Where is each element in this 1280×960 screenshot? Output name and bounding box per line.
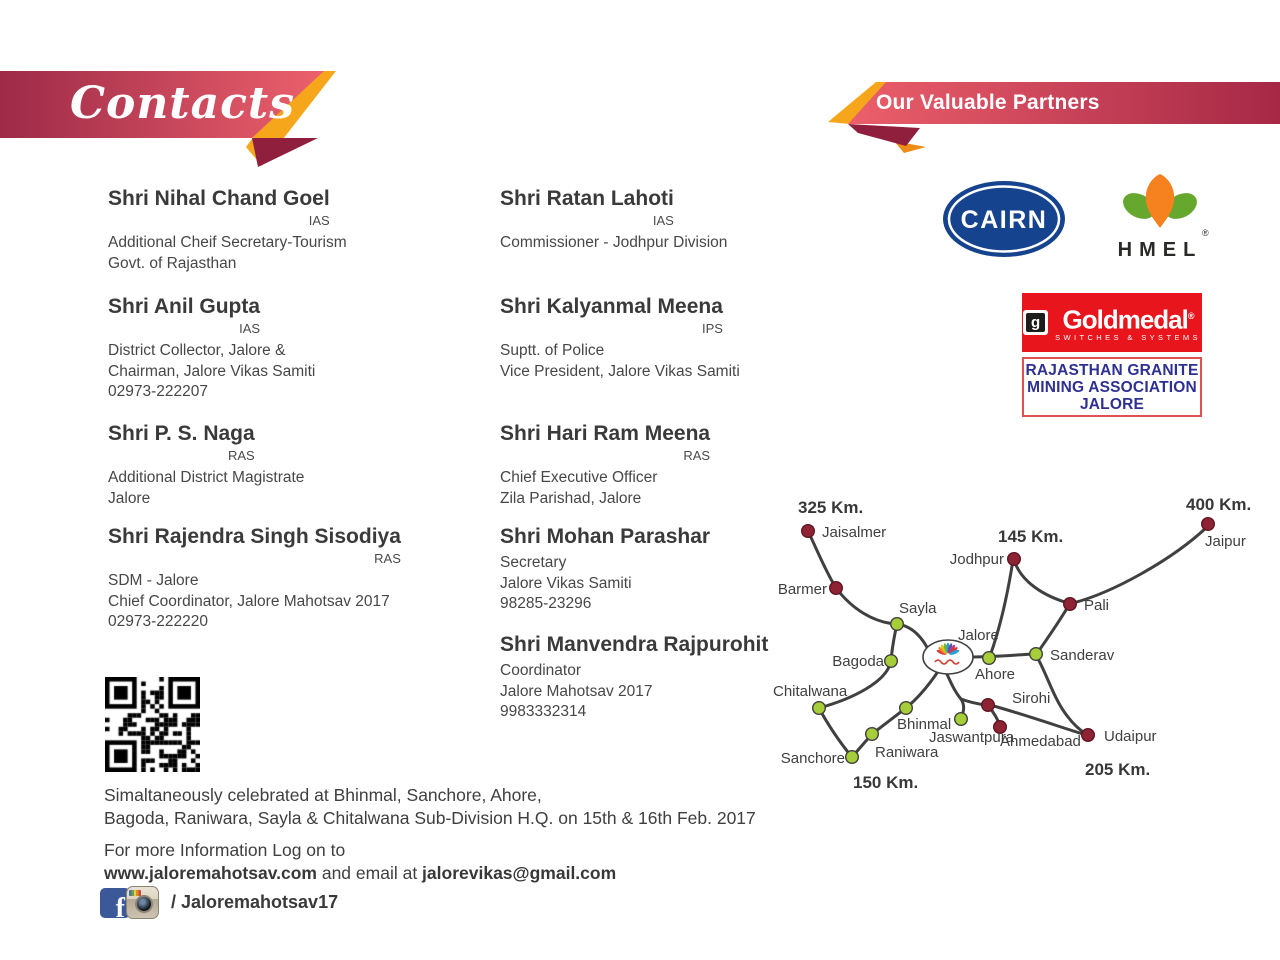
map-city-label: Sirohi [1012,690,1051,707]
route-map [770,485,1270,805]
map-distance-label: 400 Km. [1186,495,1252,514]
map-distance-label: 325 Km. [798,498,864,517]
map-city-node [1202,518,1215,531]
map-city-node [982,699,995,712]
contacts-title: Contacts [69,77,296,129]
map-distance-label: 150 Km. [853,773,919,792]
map-city-node [900,702,913,715]
map-city-label: Sanchore [780,750,845,767]
contact-detail: 02973-222220 [108,613,208,630]
contact-name: Shri Manvendra Rajpurohit [500,633,769,656]
contact-card [108,421,500,524]
map-road [946,672,961,699]
map-city-label: Udaipur [1104,728,1157,745]
map-city-label: Bhinmal [897,716,952,733]
partners-title: Our Valuable Partners [876,91,1100,114]
map-city-node [1008,553,1021,566]
website-email-line [104,862,616,885]
contact-name: Shri Nihal Chand Goel [108,187,330,210]
footer-link-text: jalorevikas@gmail.com [422,862,617,883]
map-city-node [813,702,826,715]
map-city-node [891,618,904,631]
map-city-node [830,582,843,595]
map-road [1073,527,1207,603]
contact-detail: Chairman, Jalore Vikas Samiti [108,362,316,380]
map-city-node [846,751,859,764]
map-city-label: Pali [1084,597,1110,614]
contact-rank: RAS [374,551,401,566]
contact-name: Shri Kalyanmal Meena [500,295,723,318]
hmel-drop [1146,174,1174,228]
goldmedal-wordmark: Goldmedal® [1062,304,1194,335]
contact-rank: RAS [227,448,255,463]
social-links [100,886,338,919]
map-city-label: Chitalwana [773,683,848,700]
map-distance-label: 205 Km. [1085,760,1151,779]
footer-text: and email at [316,862,423,883]
contact-detail: Suptt. of Police [500,342,605,359]
contact-name: Shri Ratan Lahoti [500,187,674,210]
map-city-label: Jaisalmer [822,524,887,541]
qr-code [105,677,200,772]
contacts-list [108,186,814,723]
map-city-node [1082,729,1095,742]
cairn-wordmark: CAIRN [960,206,1048,234]
contact-detail: Commissioner - Jodhpur Division [500,234,728,251]
map-road [1038,605,1069,652]
contact-rank: IAS [652,213,674,228]
contact-detail: Coordinator [500,662,581,679]
celebration-note [104,784,756,829]
map-city-label: Bagoda [832,653,884,670]
map-city-label: Jaipur [1205,533,1246,550]
contacts-ribbon-fold [252,138,318,167]
map-city-node [885,655,898,668]
contact-detail: District Collector, Jalore & [108,342,286,359]
rgma-logo: RAJASTHAN GRANITE MINING ASSOCIATION JALORE [1022,357,1202,417]
contact-detail: Chief Coordinator, Jalore Mahotsav 2017 [108,592,390,610]
celebration-line: Simaltaneously celebrated at Bhinmal, Sanchore, Ahore, [104,785,542,805]
contact-name: Shri Hari Ram Meena [500,422,711,445]
contact-detail: Jalore Vikas Samiti [500,574,632,592]
map-road [969,654,1034,657]
contact-rank: IAS [239,321,261,336]
goldmedal-g-icon: g [1023,310,1048,335]
contact-name: Shri Rajendra Singh Sisodiya [108,525,401,548]
contact-rank: IPS [701,321,723,336]
partners-ribbon-fold [848,124,920,146]
contact-card [108,186,500,294]
map-city-node [802,525,815,538]
instagram-lens [135,895,153,913]
contact-detail: SDM - Jalore [108,572,199,589]
contact-rank: RAS [683,448,711,463]
contact-card [500,632,814,723]
map-distance-label: 145 Km. [998,527,1064,546]
hmel-registered-mark: ® [1202,228,1209,238]
contact-detail: Jalore Mahotsav 2017 [500,682,653,700]
contact-card [108,524,500,632]
map-city-node [866,728,879,741]
contact-name: Shri Mohan Parashar [500,525,711,548]
map-city-label: Jalore [958,627,999,644]
footer-link-text: www.jaloremahotsav.com [104,862,317,883]
goldmedal-tagline: SWITCHES & SYSTEMS [1055,333,1201,343]
contact-name: Shri Anil Gupta [108,295,261,318]
map-city-label: Jaswantpura [929,729,1015,746]
instagram-icon[interactable] [126,886,159,919]
map-city-node [955,713,968,726]
contact-card [108,294,500,421]
contact-detail: 02973-222207 [108,383,208,400]
cairn-logo [941,179,1067,259]
map-road [1014,560,1068,603]
map-city-node [1030,648,1043,661]
map-city-label: Jodhpur [949,551,1004,568]
goldmedal-registered-mark: ® [1187,310,1194,321]
celebration-line: Bagoda, Raniwara, Sayla & Chitalwana Sub-Division H.Q. on 15th & 16th Feb. 2017 [104,807,756,828]
contact-detail: 98285-23296 [500,595,592,612]
contact-card [500,421,814,524]
map-city-node [983,652,996,665]
map-city-label: Ahmedabad [1000,733,1081,750]
contact-card [500,294,814,421]
contact-rank: IAS [308,213,330,228]
map-city-label: Ahore [975,666,1016,683]
more-info-note [104,839,616,884]
map-city-label: Barmer [777,581,827,598]
contact-detail: Additional District Magistrate [108,469,305,486]
goldmedal-logo [1022,293,1202,352]
hmel-wordmark: HMEL [1117,239,1203,261]
contact-detail: Secretary [500,554,567,571]
contact-detail: Govt. of Rajasthan [108,254,237,272]
contact-detail: Vice President, Jalore Vikas Samiti [500,362,740,380]
map-city-label: Sayla [899,600,937,617]
map-city-node [1064,598,1077,611]
contact-detail: Jalore [108,489,151,507]
contact-name: Shri P. S. Naga [108,422,255,445]
facebook-icon[interactable]: f [100,888,130,918]
contact-detail: Chief Executive Officer [500,469,658,486]
contact-detail: Zila Parishad, Jalore [500,489,642,507]
contact-detail: Additional Cheif Secretary-Tourism [108,234,347,251]
info-intro: For more Information Log on to [104,840,346,860]
hmel-logo [1105,160,1215,270]
contact-card [500,524,814,632]
social-handle: / Jaloremahotsav17 [171,892,339,912]
map-city-label: Raniwara [875,744,939,761]
map-city-label: Sanderav [1050,647,1115,664]
map-road [906,673,937,708]
contact-detail: 9983332314 [500,703,587,720]
contact-card [500,186,814,294]
map-road [836,588,897,624]
